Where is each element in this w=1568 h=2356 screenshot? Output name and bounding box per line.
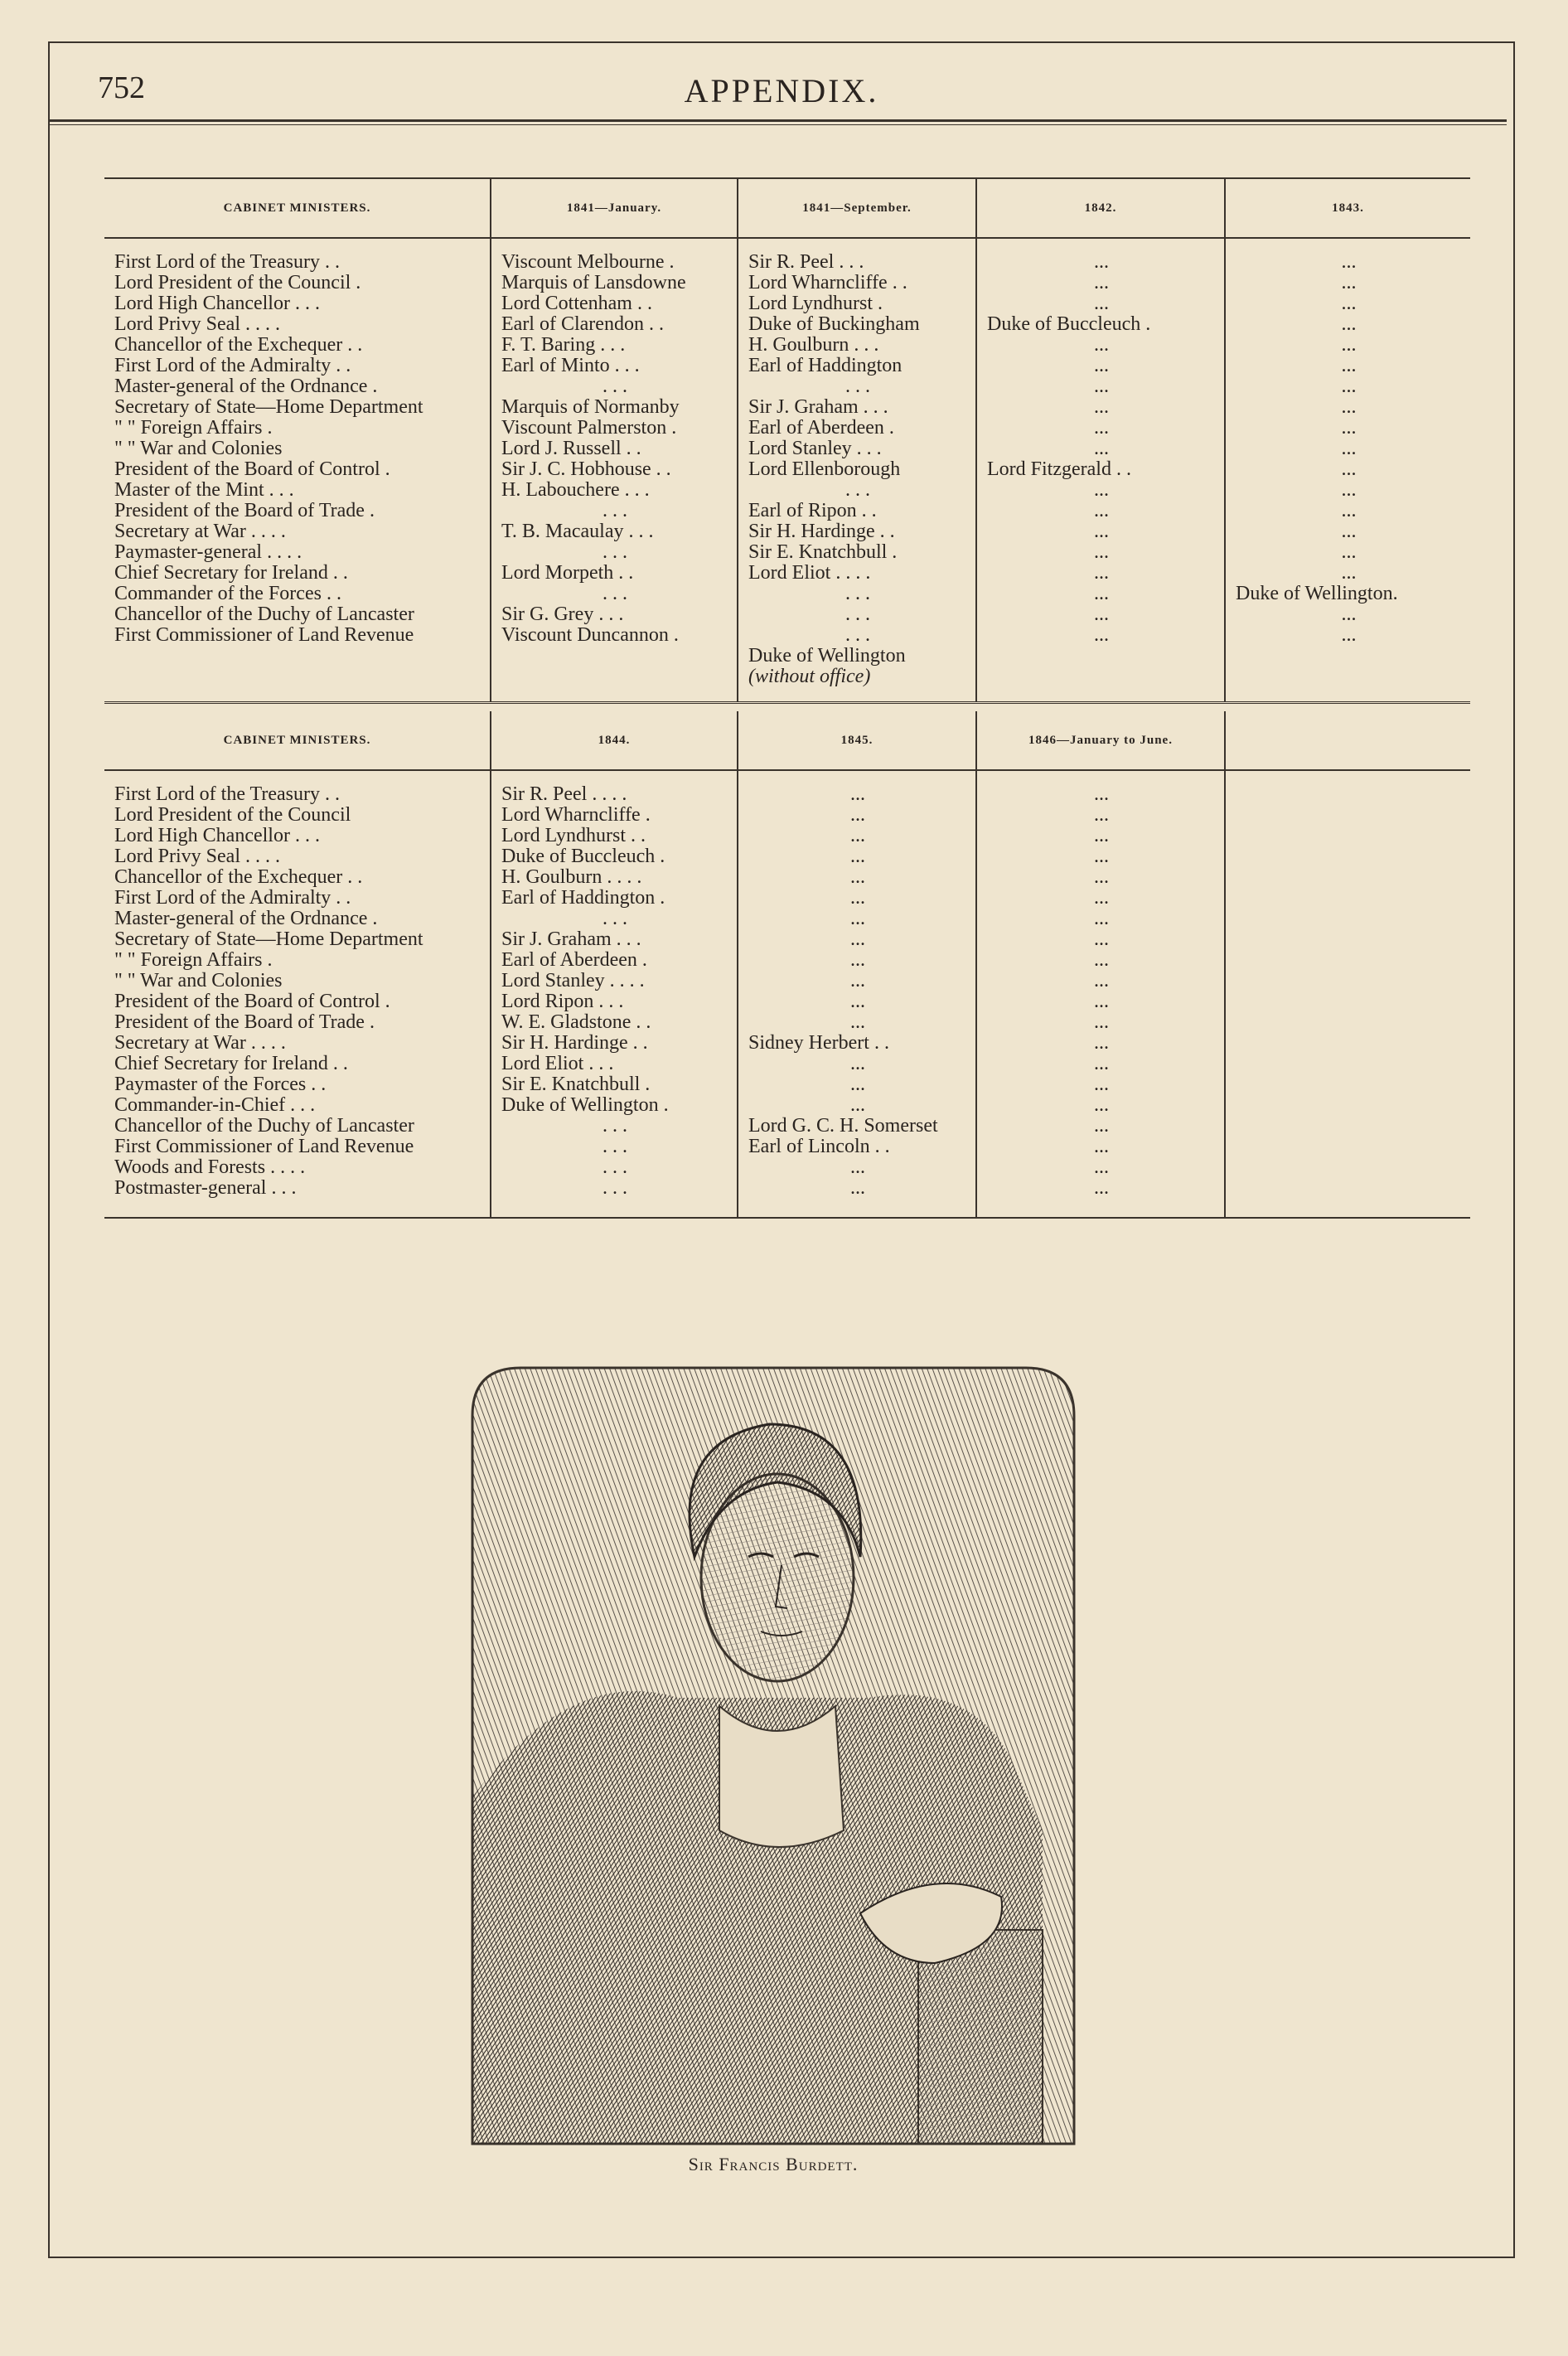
cell-line: ... — [1341, 624, 1357, 646]
cell-line: Lord Lyndhurst . . — [501, 825, 646, 846]
cell-line: Duke of Buccleuch . — [501, 846, 665, 867]
cell-line: Lord President of the Council . — [114, 272, 361, 293]
cell-line: ... — [1094, 376, 1109, 397]
cell-line: Sir E. Knatchbull . — [748, 541, 898, 563]
cell-line: ... — [850, 1177, 865, 1199]
col-header-1841-january: 1841—January. — [491, 178, 738, 238]
cell-line: Marquis of Lansdowne — [501, 272, 686, 293]
col-header-1845: 1845. — [738, 711, 976, 770]
cell-line: Lord Privy Seal . . . . — [114, 846, 280, 867]
cell-line: ... — [850, 908, 865, 929]
col-header-cabinet-ministers: CABINET MINISTERS. — [104, 711, 491, 770]
cell-line: ... — [1094, 1115, 1109, 1137]
portrait-figure — [471, 1366, 1076, 2145]
cell-line: ... — [1094, 396, 1109, 418]
cell-line: ... — [1094, 438, 1109, 459]
cell-line: Lord Cottenham . . — [501, 293, 652, 314]
cell-line: First Commissioner of Land Revenue — [114, 1136, 414, 1157]
cell-line: Master-general of the Ordnance . — [114, 376, 378, 397]
cell-line: ... — [850, 949, 865, 971]
cell-line: . . . — [603, 500, 627, 521]
cell-line: Chief Secretary for Ireland . . — [114, 562, 348, 584]
cell-line: Secretary at War . . . . — [114, 1032, 286, 1054]
cell-line: Lord Wharncliffe . . — [748, 272, 907, 293]
cell-line: " " War and Colonies — [114, 438, 283, 459]
running-title: APPENDIX. — [684, 72, 879, 109]
cell-line — [1236, 784, 1462, 805]
cell-line: . . . — [603, 1177, 627, 1199]
cell-line: Lord J. Russell . . — [501, 438, 641, 459]
cell-line: Sir R. Peel . . . — [748, 251, 864, 273]
cell-line: Sir G. Grey . . . — [501, 604, 624, 625]
cell-line: Sir R. Peel . . . . — [501, 783, 627, 805]
cell-line: President of the Board of Trade . — [114, 500, 375, 521]
cell-line: ... — [1094, 846, 1109, 867]
cell-line: " " Foreign Affairs . — [114, 949, 273, 971]
cell-line: ... — [1094, 1094, 1109, 1116]
holders-1841-january — [491, 238, 738, 702]
header-rule — [48, 119, 1507, 122]
col-header-empty — [1225, 711, 1470, 770]
cell-line: ... — [1094, 991, 1109, 1012]
cell-line: ... — [1094, 804, 1109, 826]
cell-line: Chancellor of the Duchy of Lancaster — [114, 1115, 414, 1137]
cell-line: ... — [1094, 1177, 1109, 1199]
portrait-engraving — [471, 1366, 1076, 2145]
cell-line: Duke of Wellington — [748, 645, 906, 667]
cell-line: ... — [850, 1074, 865, 1095]
cell-line: Sir J. Graham . . . — [501, 928, 641, 950]
cell-line: ... — [850, 928, 865, 950]
cell-line: Chancellor of the Exchequer . . — [114, 334, 363, 356]
cell-line: President of the Board of Trade . — [114, 1011, 375, 1033]
cell-line: ... — [850, 970, 865, 991]
cell-line: Marquis of Normanby — [501, 396, 680, 418]
cell-line: Lord Fitzgerald . . — [987, 458, 1131, 480]
cell-line: Sir H. Hardinge . . — [748, 521, 895, 542]
cell-line: ... — [1341, 293, 1357, 314]
cell-line: ... — [1341, 604, 1357, 625]
cell-line: ... — [1094, 521, 1109, 542]
cabinet-table-1844-1846 — [104, 711, 1470, 1219]
cell-line: Lord Eliot . . . . — [748, 562, 871, 584]
cell-line: Earl of Aberdeen . — [501, 949, 647, 971]
cell-line: Viscount Palmerston . — [501, 417, 677, 439]
cell-line: ... — [1094, 1032, 1109, 1054]
cell-line: Lord Stanley . . . — [748, 438, 882, 459]
cell-line: President of the Board of Control . — [114, 991, 390, 1012]
cell-line: Postmaster-general . . . — [114, 1177, 297, 1199]
cell-line: Woods and Forests . . . . — [114, 1156, 306, 1178]
cell-line: ... — [850, 887, 865, 909]
cell-line: First Lord of the Admiralty . . — [114, 355, 351, 376]
col-header-1842: 1842. — [976, 178, 1225, 238]
cell-line: Lord Morpeth . . — [501, 562, 634, 584]
cell-line: ... — [1341, 334, 1357, 356]
cell-line: Secretary of State—Home Department — [114, 928, 423, 950]
cell-line: ... — [1094, 417, 1109, 439]
cell-line: Earl of Ripon . . — [748, 500, 877, 521]
cell-line: First Lord of the Treasury . . — [114, 783, 340, 805]
page-header — [48, 61, 1515, 119]
cell-line: . . . — [603, 1115, 627, 1137]
cell-line: President of the Board of Control . — [114, 458, 390, 480]
col-header-cabinet-ministers: CABINET MINISTERS. — [104, 178, 491, 238]
cell-line: ... — [1094, 562, 1109, 584]
cell-line: Commander of the Forces . . — [114, 583, 341, 604]
cell-line: ... — [1094, 1011, 1109, 1033]
cell-line: Viscount Melbourne . — [501, 251, 675, 273]
cell-line: ... — [1094, 887, 1109, 909]
cell-line: ... — [1341, 272, 1357, 293]
holders-1844 — [491, 770, 738, 1218]
cell-line: H. Goulburn . . . — [748, 334, 879, 356]
cell-line: ... — [1094, 479, 1109, 501]
cell-line: ... — [850, 1156, 865, 1178]
cell-line: ... — [1094, 1156, 1109, 1178]
cell-line: . . . — [845, 376, 870, 397]
cell-line: . . . — [603, 1136, 627, 1157]
cell-line: ... — [1094, 604, 1109, 625]
cell-line: Earl of Lincoln . . — [748, 1136, 890, 1157]
cell-line: H. Labouchere . . . — [501, 479, 650, 501]
cell-line: Chancellor of the Duchy of Lancaster — [114, 604, 414, 625]
col-header-1843: 1843. — [1225, 178, 1470, 238]
cell-line: Lord High Chancellor . . . — [114, 293, 320, 314]
cell-line: ... — [1094, 949, 1109, 971]
cell-line: Chief Secretary for Ireland . . — [114, 1053, 348, 1074]
cell-line: Lord High Chancellor . . . — [114, 825, 320, 846]
cell-line: Earl of Minto . . . — [501, 355, 640, 376]
cell-line: . . . — [603, 541, 627, 563]
cell-line: ... — [850, 1094, 865, 1116]
figure-caption: Sir Francis Burdett. — [688, 2154, 859, 2174]
cell-line: Secretary at War . . . . — [114, 521, 286, 542]
cell-line: Lord Lyndhurst . — [748, 293, 883, 314]
cell-line: ... — [850, 991, 865, 1012]
cell-line: Paymaster of the Forces . . — [114, 1074, 327, 1095]
cell-line: ... — [1094, 783, 1109, 805]
offices-column — [104, 770, 491, 1218]
cell-line: Lord President of the Council — [114, 804, 351, 826]
cell-line: H. Goulburn . . . . — [501, 866, 642, 888]
cell-line: ... — [1094, 500, 1109, 521]
cell-line: Sir J. C. Hobhouse . . — [501, 458, 671, 480]
cell-line: ... — [1094, 970, 1109, 991]
cell-line: Lord G. C. H. Somerset — [748, 1115, 938, 1137]
cell-line: Sir E. Knatchbull . — [501, 1074, 651, 1095]
cell-line: ... — [1341, 417, 1357, 439]
cell-line: First Lord of the Admiralty . . — [114, 887, 351, 909]
cell-line: Lord Eliot . . . — [501, 1053, 614, 1074]
cell-line: " " War and Colonies — [114, 970, 283, 991]
cell-line: Paymaster-general . . . . — [114, 541, 302, 563]
cell-line: Lord Ellenborough — [748, 458, 901, 480]
cell-line: ... — [1094, 293, 1109, 314]
cell-line: ... — [1094, 825, 1109, 846]
cell-line: Duke of Buckingham — [748, 313, 920, 335]
cell-line: Earl of Haddington — [748, 355, 903, 376]
cell-line: . . . — [845, 624, 870, 646]
cell-line: Lord Stanley . . . . — [501, 970, 645, 991]
cell-line: ... — [1341, 541, 1357, 563]
cell-line: ... — [1094, 251, 1109, 273]
cell-line: Commander-in-Chief . . . — [114, 1094, 316, 1116]
cell-line: ... — [850, 846, 865, 867]
col-header-1846: 1846—January to June. — [976, 711, 1225, 770]
cell-line: Master-general of the Ordnance . — [114, 908, 378, 929]
cell-line: ... — [1341, 562, 1357, 584]
cell-line: T. B. Macaulay . . . — [501, 521, 654, 542]
cell-line: Earl of Clarendon . . — [501, 313, 664, 335]
cell-line: ... — [1094, 1053, 1109, 1074]
cell-line: ... — [850, 825, 865, 846]
cell-line: ... — [850, 1053, 865, 1074]
cell-line: (without office) — [748, 666, 871, 687]
empty-column — [1225, 770, 1470, 1218]
cell-line: ... — [850, 1011, 865, 1033]
cell-line: . . . — [845, 583, 870, 604]
offices-column — [104, 238, 491, 702]
cell-line: Duke of Wellington. — [1236, 583, 1398, 604]
holders-1846 — [976, 770, 1225, 1218]
cell-line: ... — [1094, 334, 1109, 356]
cell-line: ... — [1341, 376, 1357, 397]
cell-line: ... — [1341, 500, 1357, 521]
cell-line: Master of the Mint . . . — [114, 479, 294, 501]
cell-line: First Commissioner of Land Revenue — [114, 624, 414, 646]
cell-line: Lord Privy Seal . . . . — [114, 313, 280, 335]
cell-line: Sidney Herbert . . — [748, 1032, 889, 1054]
cell-line: Earl of Haddington . — [501, 887, 665, 909]
page-number: 752 — [98, 70, 145, 105]
cell-line: Duke of Wellington . — [501, 1094, 669, 1116]
cell-line: Sir J. Graham . . . — [748, 396, 888, 418]
cell-line: ... — [1341, 355, 1357, 376]
cell-line: Earl of Aberdeen . — [748, 417, 894, 439]
holders-1845 — [738, 770, 976, 1218]
cell-line: ... — [1094, 624, 1109, 646]
holders-1842 — [976, 238, 1225, 702]
cell-line: . . . — [603, 583, 627, 604]
cell-line: ... — [1341, 396, 1357, 418]
cell-line: . . . — [603, 908, 627, 929]
cell-line: ... — [1341, 479, 1357, 501]
cell-line: ... — [1094, 583, 1109, 604]
cell-line: W. E. Gladstone . . — [501, 1011, 651, 1033]
col-header-1841-september: 1841—September. — [738, 178, 976, 238]
cell-line: ... — [850, 783, 865, 805]
cell-line: F. T. Baring . . . — [501, 334, 626, 356]
cell-line: ... — [1094, 1136, 1109, 1157]
cell-line: ... — [1094, 541, 1109, 563]
holders-1843 — [1225, 238, 1470, 702]
cell-line: Secretary of State—Home Department — [114, 396, 423, 418]
cell-line: ... — [850, 804, 865, 826]
cell-line: Viscount Duncannon . — [501, 624, 679, 646]
cell-line: ... — [1094, 866, 1109, 888]
cell-line: ... — [1094, 908, 1109, 929]
cell-line: ... — [1341, 521, 1357, 542]
col-header-1844: 1844. — [491, 711, 738, 770]
cell-line: ... — [1341, 438, 1357, 459]
cell-line: . . . — [845, 479, 870, 501]
cell-line: " " Foreign Affairs . — [114, 417, 273, 439]
cell-line: . . . — [603, 1156, 627, 1178]
cell-line: Chancellor of the Exchequer . . — [114, 866, 363, 888]
cell-line: . . . — [845, 604, 870, 625]
cell-line: ... — [1094, 1074, 1109, 1095]
cell-line: Lord Wharncliffe . — [501, 804, 651, 826]
cell-line: ... — [1094, 272, 1109, 293]
cell-line: First Lord of the Treasury . . — [114, 251, 340, 273]
cabinet-table-1841-1843 — [104, 177, 1470, 704]
holders-1841-september — [738, 238, 976, 702]
cell-line: ... — [1094, 355, 1109, 376]
cell-line: Lord Ripon . . . — [501, 991, 624, 1012]
cell-line: . . . — [603, 376, 627, 397]
cell-line: ... — [1341, 251, 1357, 273]
cell-line: ... — [850, 866, 865, 888]
header-rule-thin — [48, 124, 1507, 125]
cell-line: Duke of Buccleuch . — [987, 313, 1151, 335]
cell-line: ... — [1094, 928, 1109, 950]
cell-line: Sir H. Hardinge . . — [501, 1032, 648, 1054]
cell-line: ... — [1341, 458, 1357, 480]
cell-line: ... — [1341, 313, 1357, 335]
